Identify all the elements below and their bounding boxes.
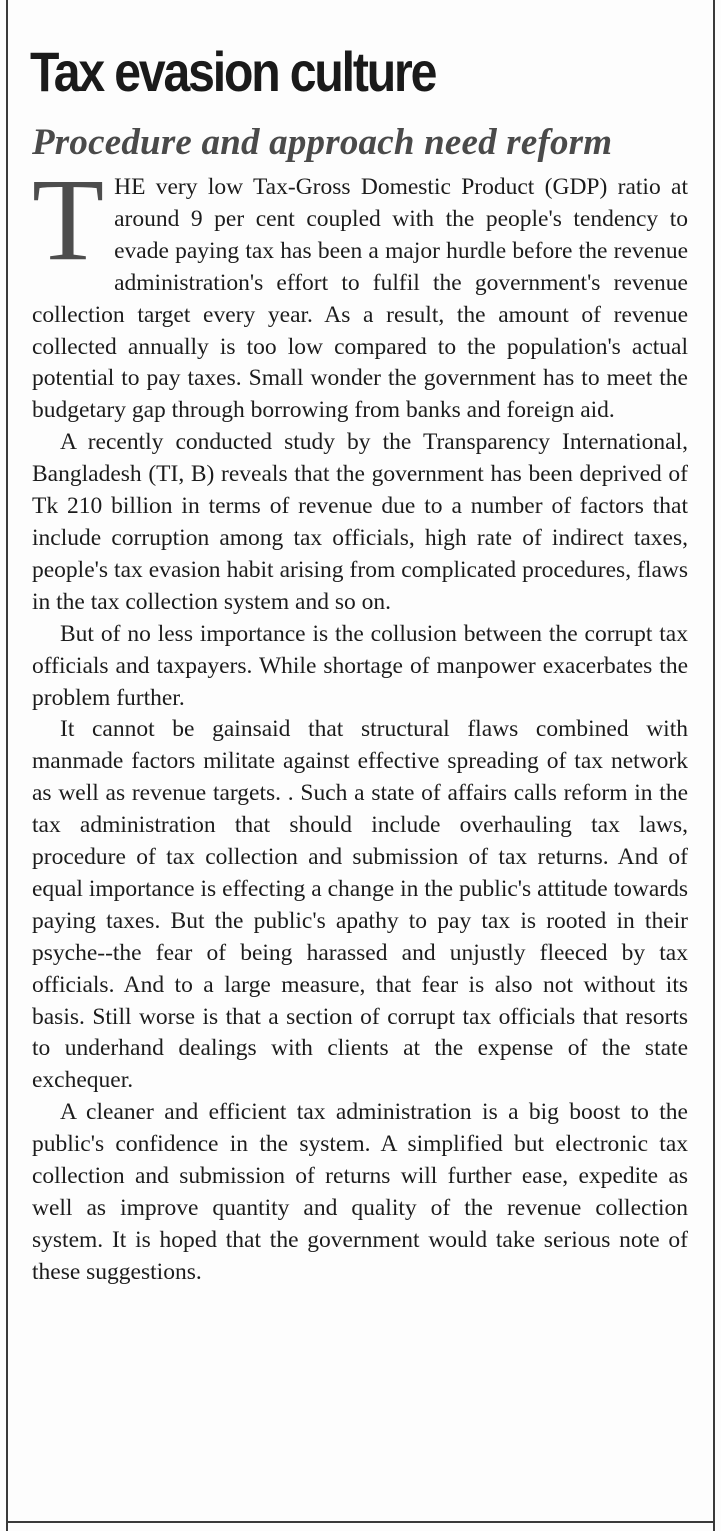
bottom-border-rule xyxy=(6,1521,715,1523)
left-border-rule xyxy=(6,0,8,1531)
paragraph-1 xyxy=(32,154,688,427)
headline: Tax evasion culture xyxy=(30,40,436,103)
paragraph-4: It cannot be gainsaid that structural flaws combined with manmade factors militate against effective spreading of tax network as well as revenue targets. . Such a state of affairs calls reform in the tax administration that should include overhauling tax laws, procedure of tax collection and submission of tax returns. And of equal importance is effecting a change in the public's attitude towards paying taxes. But the public's apathy to pay tax is rooted in their psyche--the fear of being harassed and unjustly fleeced by tax officials. And to a large measure, that fear is also not without its basis. Still worse is that a section of corrupt tax officials that resorts to underhand dealings with clients at the expense of the state exchequer. xyxy=(32,716,688,1094)
paragraph-2: A recently conducted study by the Transparency International, Bangladesh (TI, B) reveals that the government has been deprived of Tk 210 billion in terms of revenue due to a number of factors that include corruption among tax officials, high rate of indirect taxes, people's tax evasion habit arising from complicated procedures, flaws in the tax collection system and so on. xyxy=(32,429,688,615)
paragraph-3: But of no less importance is the collusion between the corrupt tax officials and taxpayers. While shortage of manpower exacerbates the problem further. xyxy=(32,620,688,711)
right-border-rule xyxy=(713,0,715,1531)
paragraph-5: A cleaner and efficient tax administration is a big boost to the public's confidence in the system. A simplified but electronic tax collection and submission of returns will further ease, expedite as well as improve quantity and quality of the revenue collection system. It is hoped that the government would take serious note of these suggestions. xyxy=(32,1099,688,1285)
article-body xyxy=(32,154,688,1289)
drop-cap: T xyxy=(32,154,105,285)
subheadline: Procedure and approach need reform xyxy=(32,122,613,163)
paragraph-1-text: HE very low Tax-Gross Domestic Product (GDP) ratio at around 9 per cent coupled with the people's tendency to evade paying tax has been a major hurdle before the revenue administration's effort to fulfil the government's revenue collection target every year. As a result, the amount of revenue collected annually is too low compared to the population's actual potential to pay taxes. Small wonder the government has to meet the budgetary gap through borrowing from banks and foreign aid. xyxy=(32,174,688,424)
